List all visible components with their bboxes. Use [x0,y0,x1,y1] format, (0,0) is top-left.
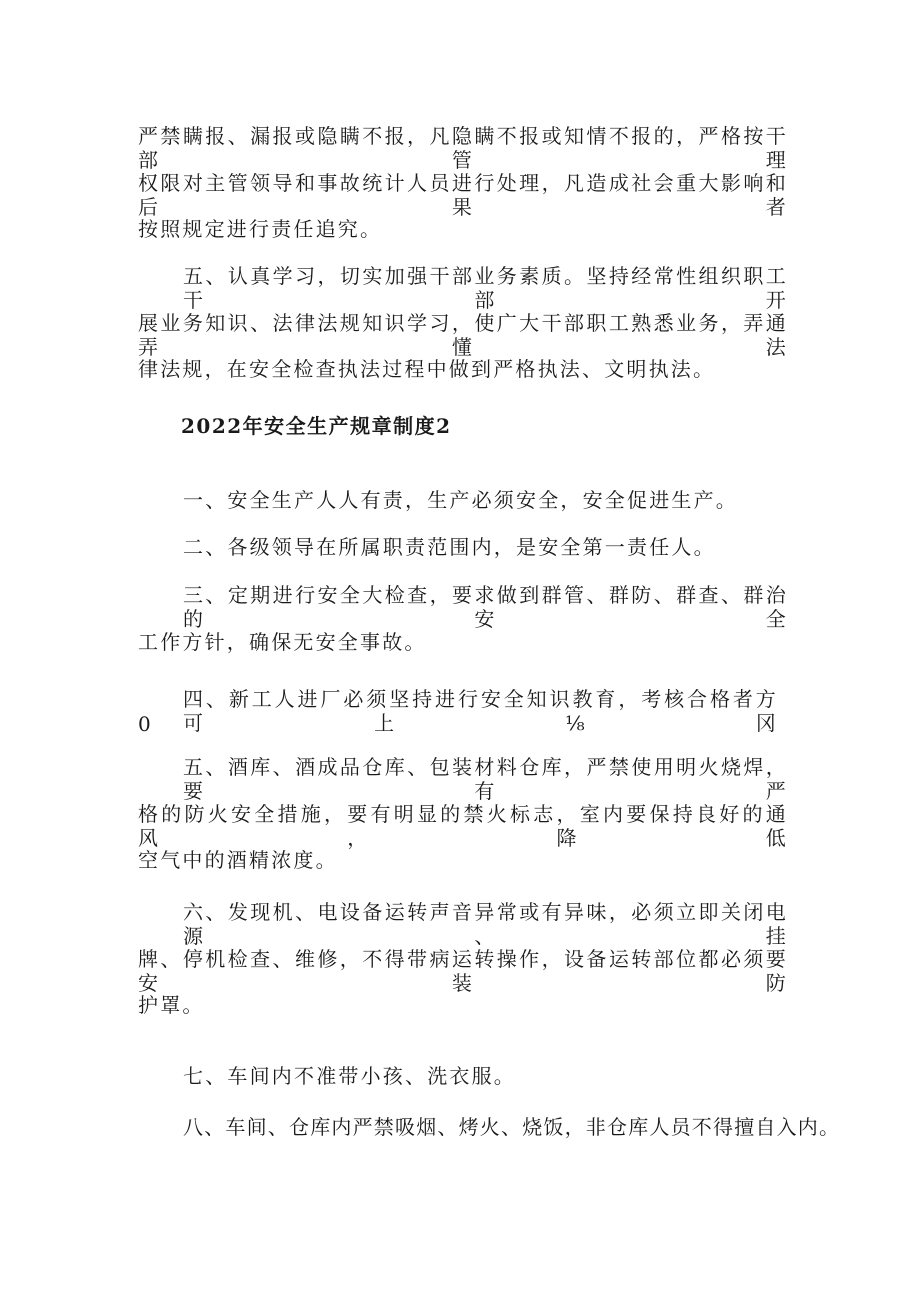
rule-line: 空气中的酒精浓度。 [138,848,338,872]
rule-line: 格的防火安全措施，要有明显的禁火标志，室内要保持良好的通风，降低 [138,802,788,850]
text-line: 展业务知识、法律法规知识学习，使广大干部职工熟悉业务，弄通弄懂法 [138,311,788,359]
rule-line: 二、各级领导在所属职责范围内，是安全第一责任人。 [183,535,716,559]
rule-line: 三、定期进行安全大检查，要求做到群管、群防、群查、群治的安全 [183,583,788,631]
rule-line: 工作方针，确保无安全事故。 [138,630,427,654]
rule-line: 牌、停机检查、维修，不得带病运转操作，设备运转部位都必须要安装防 [138,947,788,995]
text-line: 律法规，在安全检查执法过程中做到严格执法、文明执法。 [138,357,716,381]
text-line: 严禁瞒报、漏报或隐瞒不报，凡隐瞒不报或知情不报的，严格按干部管理 [138,124,788,172]
rule-line: 护罩。 [138,993,205,1017]
section-heading: 2022年安全生产规章制度2 [181,414,452,438]
rule-line: 四、新工人进厂必须坚持进行安全知识教育，考核合格者方可上⅛冈 [183,687,778,735]
rule-line: 七、车间内不准带小孩、洗衣服。 [183,1064,516,1088]
rule-line: 0 [138,712,153,736]
text-line: 权限对主管领导和事故统计人员进行处理，凡造成社会重大影响和后果者 [138,171,788,219]
rule-line: 五、酒库、酒成品仓库、包装材料仓库，严禁使用明火烧焊，要有严 [183,755,788,803]
rule-line: 一、安全生产人人有责，生产必须安全，安全促进生产。 [183,488,738,512]
rule-line: 六、发现机、电设备运转声音异常或有异味，必须立即关闭电源、挂 [183,900,788,948]
text-line: 按照规定进行责任追究。 [138,217,383,241]
rule-line: 八、车间、仓库内严禁吸烟、烤火、烧饭，非仓库人员不得擅自入内。 [183,1115,841,1139]
paragraph-first-line: 五、认真学习，切实加强干部业务素质。坚持经常性组织职工干部开 [183,264,788,312]
